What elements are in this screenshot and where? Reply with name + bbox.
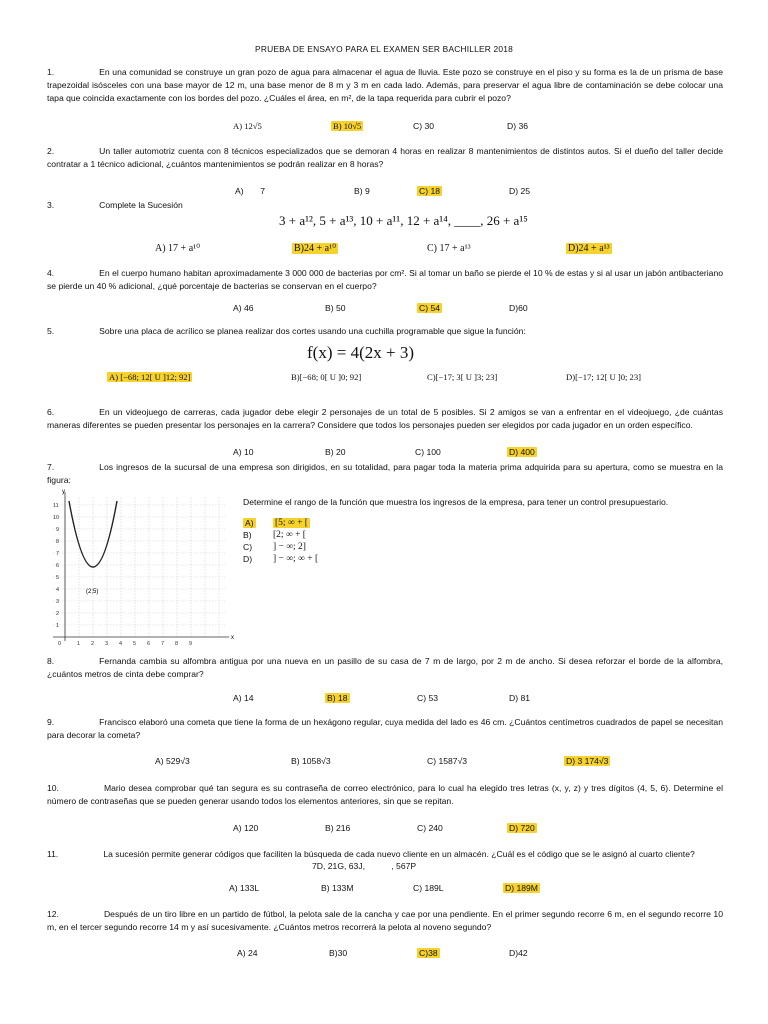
question-text: La sucesión permite generar códigos que faciliten la búsqueda de cada nuevo cliente en un almacén. ¿Cuál es el código que se le asignó al cuarto cliente? [103, 849, 695, 859]
option-c[interactable]: C) 240 [417, 823, 443, 833]
question-number: 6. [47, 407, 55, 417]
option-b[interactable]: B) 216 [325, 823, 351, 833]
option-a[interactable]: A) 120 [233, 823, 259, 833]
option-a-letter-correct[interactable]: A) [245, 518, 254, 528]
option-c[interactable]: C) 17 + a¹³ [427, 243, 471, 254]
question-9 [47, 716, 723, 742]
question-text: Complete la Sucesión [99, 200, 183, 210]
option-d-correct[interactable]: D) 720 [509, 823, 535, 833]
parabola-graph [45, 487, 235, 647]
option-a[interactable]: A) 46 [233, 303, 254, 313]
question-number: 5. [47, 326, 55, 336]
question-number: 9. [47, 717, 55, 727]
y-tick: 9 [56, 527, 60, 533]
x-tick: 5 [133, 641, 137, 647]
question-text: En una comunidad se construye un gran pozo de agua para almacenar el agua de lluvia. Este pozo se construye en el piso y su forma es la de un prisma de base trapezoidal isósceles con una base mayor de 12 m, una base menor de 8 m y 3 m en cada lado. Además, para preservar el agua libre de contaminación se debe colocar una tapa que coincida exactamente con los bordes del pozo. ¿Cuáles el área, en m², de la tapa requerida para cubrir el pozo? [47, 67, 723, 103]
y-tick: 10 [53, 515, 60, 521]
option-a[interactable]: A) 12√5 [233, 121, 262, 131]
option-b[interactable]: B)30 [329, 948, 348, 958]
option-b[interactable]: B) 9 [354, 186, 370, 196]
sequence-formula: 3 + a¹², 5 + a¹³, 10 + a¹¹, 12 + a¹⁴, ____, 26 + a¹⁵ [279, 213, 528, 228]
x-tick: 4 [119, 641, 123, 647]
y-tick: 11 [53, 503, 59, 509]
question-number: 2. [47, 146, 55, 156]
y-tick: 1 [56, 623, 60, 629]
question-7-option-values [273, 518, 318, 566]
option-c[interactable]: C) 189L [413, 883, 444, 893]
x-tick-labels [58, 641, 192, 647]
option-d[interactable]: D)60 [509, 303, 528, 313]
page-title: PRUEBA DE ENSAYO PARA EL EXAMEN SER BACHILLER 2018 [255, 44, 513, 54]
option-b-letter[interactable]: B) [243, 530, 252, 540]
question-text: Un taller automotriz cuenta con 8 técnicos especializados que se demoran 4 horas en realizar 8 mantenimientos de distintos autos. Si el dueño del taller decide contratar a 1 técnico adicional, ¿cuántos mantenimientos se podrán realizar en 8 horas? [47, 146, 723, 169]
option-d[interactable]: D) 81 [509, 693, 531, 703]
option-c-correct[interactable]: C)38 [419, 948, 438, 958]
code-sequence: 7D, 21G, 63J, , 567P [312, 861, 417, 871]
option-b[interactable]: B) 20 [325, 447, 346, 457]
question-number: 11. [47, 849, 59, 859]
option-d-correct[interactable]: D) 400 [509, 447, 535, 457]
option-a-correct[interactable]: A) [−68; 12[ U ]12; 92] [109, 372, 191, 382]
option-d[interactable]: D)[−17; 12[ U ]0; 23] [566, 372, 642, 382]
option-c[interactable]: C) 100 [415, 447, 441, 457]
question-text: En un videojuego de carreras, cada jugador debe elegir 2 personajes de un total de 5 posibles. Si 2 amigos se van a enfrentar en el videojuego, ¿de cuántas maneras diferentes se pueden presentar los personajes en la carrera? Considere que todos los personajes pueden ser elegidos por cada jugador en un orden específico. [47, 407, 723, 430]
question-7-subtext: Determine el rango de la función que muestra los ingresos de la empresa, para tener un control presupuestario. [243, 497, 669, 507]
option-b-correct[interactable]: B) 18 [327, 693, 348, 703]
question-4 [47, 267, 723, 293]
option-d-correct[interactable]: D) 189M [505, 883, 538, 893]
x-axis-label: x [231, 635, 234, 641]
question-7-option-letters [243, 518, 256, 566]
option-d-letter[interactable]: D) [243, 554, 253, 564]
x-tick: 9 [189, 641, 193, 647]
option-a[interactable]: A) 14 [233, 693, 254, 703]
option-b[interactable]: B) 50 [325, 303, 346, 313]
option-d-value[interactable]: ] − ∞; ∞ + [ [273, 554, 319, 564]
question-number: 1. [47, 67, 55, 77]
y-tick: 4 [56, 587, 60, 593]
option-b[interactable]: B) 1058√3 [291, 756, 331, 766]
option-a[interactable]: A) 10 [233, 447, 254, 457]
function-formula: f(x) = 4(2x + 3) [307, 343, 414, 362]
option-d-correct[interactable]: D)24 + a¹³ [568, 243, 610, 254]
x-tick: 0 [58, 641, 62, 647]
question-text: Los ingresos de la sucursal de una empresa son dirigidos, en su totalidad, para pagar toda la materia prima adquirida para su apertura, como se muestra en la figura: [47, 462, 723, 485]
y-tick: 8 [56, 539, 60, 545]
x-tick: 7 [161, 641, 165, 647]
y-axis-label: y [62, 489, 65, 495]
option-b-value[interactable]: [2; ∞ + [ [273, 530, 306, 540]
x-tick: 1 [77, 641, 81, 647]
question-7 [47, 461, 723, 487]
option-d[interactable]: D) 36 [507, 121, 529, 131]
question-text: Mario desea comprobar qué tan segura es su contraseña de correo electrónico, para lo cual ha elegido tres letras (x, y, z) y tres dígitos (4, 5, 6). Determine el número de contraseñas que se pueden generar usando todos los elementos anteriores, sin que se repitan. [47, 783, 723, 806]
question-8 [47, 655, 723, 681]
option-b-correct[interactable]: B) 10√5 [333, 121, 362, 131]
y-tick: 2 [56, 611, 60, 617]
question-text: Fernanda cambia su alfombra antigua por una nueva en un pasillo de su casa de 7 m de largo, por 2 m de ancho. Si desea reforzar el borde de la alfombra, ¿cuántos metros de cinta debe comprar? [47, 656, 723, 679]
option-c-correct[interactable]: C) 18 [419, 186, 441, 196]
x-tick: 6 [147, 641, 151, 647]
option-c[interactable]: C) 53 [417, 693, 439, 703]
question-number: 12. [47, 909, 59, 919]
option-a[interactable]: A) 17 + a¹⁰ [155, 243, 201, 254]
option-a[interactable]: A) 529√3 [155, 756, 190, 766]
option-b[interactable]: B) 133M [321, 883, 354, 893]
option-a-value-correct[interactable]: [5; ∞ + [ [275, 518, 308, 528]
question-text: Sobre una placa de acrílico se planea realizar dos cortes usando una cuchilla programable que sigue la función: [99, 326, 526, 336]
question-11 [47, 848, 723, 861]
question-5 [47, 325, 723, 338]
y-tick: 7 [56, 551, 60, 557]
question-1 [47, 66, 723, 105]
question-2 [47, 145, 723, 171]
option-a[interactable]: A) 24 [237, 948, 258, 958]
option-c[interactable]: C) 1587√3 [427, 756, 468, 766]
grid [53, 497, 225, 637]
option-d-correct[interactable]: D) 3 174√3 [566, 756, 609, 766]
question-text: Francisco elaboró una cometa que tiene la forma de un hexágono regular, cuya medida del lado es 46 cm. ¿Cuántos centímetros cuadrados de papel se necesitan para decorar la cometa? [47, 717, 723, 740]
x-tick: 3 [105, 641, 109, 647]
option-c-value[interactable]: ] − ∞; 2] [273, 542, 306, 552]
y-tick-labels [53, 503, 59, 629]
question-number: 10. [47, 783, 59, 793]
question-12 [47, 908, 723, 934]
question-number: 8. [47, 656, 55, 666]
option-b[interactable]: B)[−68; 0[ U ]0; 92] [291, 372, 362, 382]
question-10 [47, 782, 723, 808]
option-c-letter[interactable]: C) [243, 542, 253, 552]
question-3 [47, 199, 723, 212]
question-text: En el cuerpo humano habitan aproximadamente 3 000 000 de bacterias por cm². Si al tomar un baño se pierde el 10 % de estas y si al usar un jabón antibacteriano se pierde un 40 % adicional, ¿qué porcentaje de bacterias se conservan en el cuerpo? [47, 268, 723, 291]
option-a[interactable]: A) 133L [229, 883, 260, 893]
option-c[interactable]: C)[−17; 3[ U ]3; 23] [427, 372, 498, 382]
question-number: 4. [47, 268, 55, 278]
question-6 [47, 406, 723, 432]
x-tick: 2 [91, 641, 95, 647]
option-c[interactable]: C) 30 [413, 121, 435, 131]
option-a[interactable]: A) 7 [235, 186, 266, 196]
option-d[interactable]: D)42 [509, 948, 528, 958]
option-b-correct[interactable]: B)24 + a¹⁰ [294, 243, 337, 254]
vertex-label: (2;5) [86, 589, 99, 595]
question-number: 7. [47, 462, 55, 472]
option-d[interactable]: D) 25 [509, 186, 531, 196]
option-c-correct[interactable]: C) 54 [419, 303, 441, 313]
y-tick: 6 [56, 563, 60, 569]
y-tick: 3 [56, 599, 60, 605]
question-text: Después de un tiro libre en un partido de fútbol, la pelota sale de la cancha y cae por una pendiente. En el primer segundo recorre 6 m, en el segundo recorre 10 m, en el tercer segundo recorre 14 m y así sucesivamente. ¿Cuántos metros recorrerá la pelota al noveno segundo? [47, 909, 723, 932]
question-number: 3. [47, 200, 55, 210]
y-tick: 5 [56, 575, 60, 581]
x-tick: 8 [175, 641, 179, 647]
